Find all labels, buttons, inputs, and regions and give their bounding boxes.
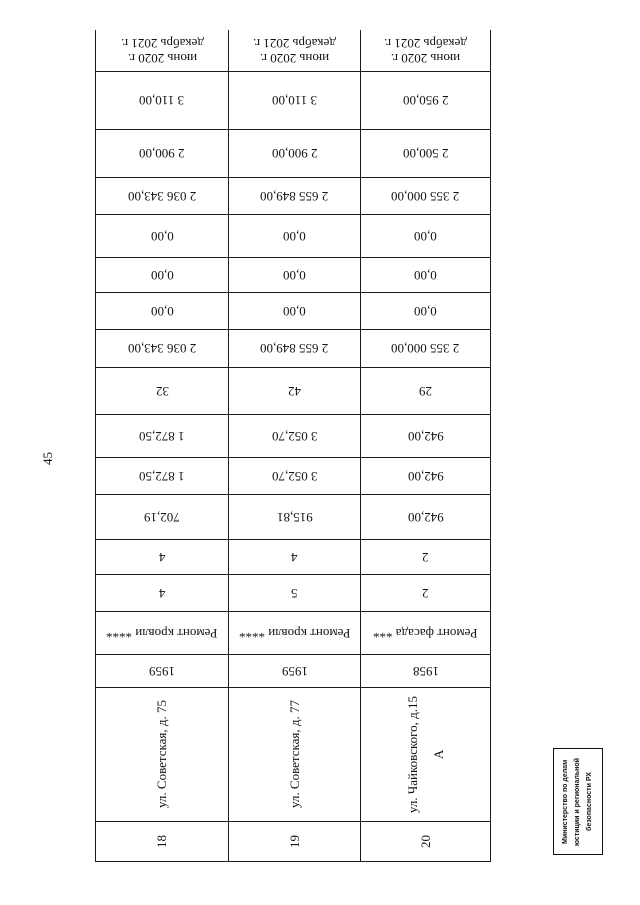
cell-text: 0,00 (283, 228, 306, 244)
table-cell-col-16 (96, 130, 229, 178)
table-cell-col-12 (361, 293, 491, 330)
table-cell-col-15 (361, 178, 491, 215)
table-cell-col-10 (361, 368, 491, 415)
cell-text: 5 (291, 585, 298, 601)
cell-text: 0,00 (414, 303, 437, 319)
table-cell-col-6 (229, 540, 361, 575)
table-cell-col-14 (96, 215, 229, 258)
table-cell-address (96, 688, 229, 822)
cell-text: 32 (155, 383, 169, 399)
table-cell-col-14 (229, 215, 361, 258)
cell-text: 2 950,00 (402, 93, 449, 108)
cell-text: 2 (422, 585, 429, 601)
page-number: 45 (40, 452, 55, 466)
table-cell-dates (96, 30, 229, 72)
cell-text: 29 (419, 383, 432, 399)
cell-text (282, 700, 308, 808)
cell-text (149, 700, 175, 808)
cell-text: 2 (422, 549, 429, 565)
cell-text-line: А (430, 749, 446, 760)
table-cell-year (229, 655, 361, 688)
table-cell-col-13 (229, 258, 361, 293)
table-cell-col-5 (96, 575, 229, 612)
cell-text (121, 36, 204, 66)
cell-text: 1959 (281, 663, 308, 679)
cell-text: 2 900,00 (271, 146, 318, 161)
table-cell-col-14 (361, 215, 491, 258)
table-cell-work (229, 612, 361, 655)
cell-text: Ремонт кровли **** (106, 625, 218, 641)
table-cell-number (361, 822, 491, 862)
cell-text: 942,00 (407, 428, 444, 444)
table-cell-col-11 (229, 330, 361, 368)
table-cell-col-6 (96, 540, 229, 575)
cell-text: 0,00 (150, 303, 174, 319)
table-cell-col-7 (229, 495, 361, 540)
table-cell-col-5 (229, 575, 361, 612)
table-cell-address (361, 688, 491, 822)
table-cell-col-12 (229, 293, 361, 330)
cell-text: 19 (286, 835, 302, 848)
table-cell-work (96, 612, 229, 655)
table-cell-dates (361, 30, 491, 72)
cell-text: 2 355 000,00 (391, 188, 460, 204)
cell-text-line: июнь 2020 г. (390, 50, 461, 66)
table-cell-col-17 (96, 72, 229, 130)
table-cell-col-16 (229, 130, 361, 178)
table-cell-col-6 (361, 540, 491, 575)
table-cell-work (361, 612, 491, 655)
cell-text: 0,00 (150, 267, 174, 283)
cell-text: 2 655 849,00 (260, 188, 329, 204)
table-cell-col-11 (361, 330, 491, 368)
cell-text: 1 872,50 (139, 428, 185, 444)
cell-text: 18 (154, 835, 169, 848)
cell-text (400, 696, 452, 813)
table-cell-col-10 (96, 368, 229, 415)
table-cell-col-12 (96, 293, 229, 330)
cell-text: 2 355 000,00 (391, 341, 460, 356)
cell-text: 4 (158, 585, 166, 601)
table-cell-number (96, 822, 229, 862)
cell-text: 942,00 (407, 509, 444, 525)
cell-text: Ремонт кровли **** (238, 625, 351, 641)
cell-text: 942,00 (407, 468, 444, 484)
cell-text: 915,81 (276, 509, 313, 525)
table-cell-col-11 (96, 330, 229, 368)
cell-text: 20 (417, 835, 433, 848)
cell-text-line: ул. Советская, д. 77 (286, 700, 302, 809)
table-cell-col-9 (229, 415, 361, 458)
table-cell-address (229, 688, 361, 822)
cell-text: 0,00 (414, 267, 437, 283)
cell-text: 3 052,70 (271, 468, 318, 484)
cell-text: 3 052,70 (271, 428, 318, 444)
cell-text: 1958 (412, 663, 439, 679)
cell-text: 4 (158, 549, 166, 565)
cell-text: 4 (291, 549, 298, 565)
cell-text: 2 500,00 (402, 146, 449, 161)
cell-text: 2 655 849,00 (260, 341, 329, 356)
table-cell-col-8 (96, 458, 229, 495)
cell-text (384, 36, 467, 66)
cell-text: 0,00 (414, 228, 437, 244)
table-cell-col-13 (96, 258, 229, 293)
stamp-line: юстиции и региональной (574, 757, 581, 846)
table-cell-col-9 (361, 415, 491, 458)
table-cell-col-5 (361, 575, 491, 612)
table-cell-col-15 (96, 178, 229, 215)
cell-text: 0,00 (150, 228, 174, 244)
table-cell-col-16 (361, 130, 491, 178)
cell-text: 3 110,00 (271, 93, 318, 108)
stamp-text (560, 758, 596, 846)
cell-text: 3 110,00 (139, 93, 185, 108)
stamp-line: безопасности РХ (586, 772, 593, 831)
cell-text-line: декабрь 2021 г. (253, 35, 336, 51)
cell-text (253, 36, 336, 66)
cell-text-line: ул. Советская, д. 75 (154, 700, 169, 809)
cell-text: 2 900,00 (139, 146, 185, 161)
table-cell-number (229, 822, 361, 862)
cell-text: 0,00 (283, 303, 306, 319)
table-cell-col-17 (361, 72, 491, 130)
cell-text: 0,00 (283, 267, 306, 283)
cell-text-line: декабрь 2021 г. (120, 35, 204, 51)
cell-text-line: декабрь 2021 г. (384, 35, 467, 51)
cell-text-line: июнь 2020 г. (127, 50, 197, 66)
table-cell-col-8 (361, 458, 491, 495)
table-cell-dates (229, 30, 361, 72)
cell-text: Ремонт фасада *** (373, 625, 478, 641)
table-cell-col-17 (229, 72, 361, 130)
table-cell-year (96, 655, 229, 688)
cell-text: 2 036 343,00 (127, 188, 197, 204)
table-cell-col-8 (229, 458, 361, 495)
data-table (95, 30, 490, 862)
table-cell-col-9 (96, 415, 229, 458)
registration-stamp (553, 748, 603, 855)
table-cell-year (361, 655, 491, 688)
cell-text: 1959 (149, 663, 175, 679)
stamp-line: Министерство по делам (562, 759, 569, 844)
cell-text-line: ул. Чайковского, д.15 (404, 695, 420, 814)
cell-text: 1 872,50 (139, 468, 185, 484)
cell-text: 2 036 343,00 (127, 341, 197, 356)
cell-text-line: июнь 2020 г. (259, 50, 330, 66)
table-cell-col-7 (361, 495, 491, 540)
table-cell-col-7 (96, 495, 229, 540)
cell-text: 702,19 (144, 509, 180, 525)
table-cell-col-13 (361, 258, 491, 293)
cell-text: 42 (288, 383, 301, 399)
table-cell-col-15 (229, 178, 361, 215)
table-cell-col-10 (229, 368, 361, 415)
